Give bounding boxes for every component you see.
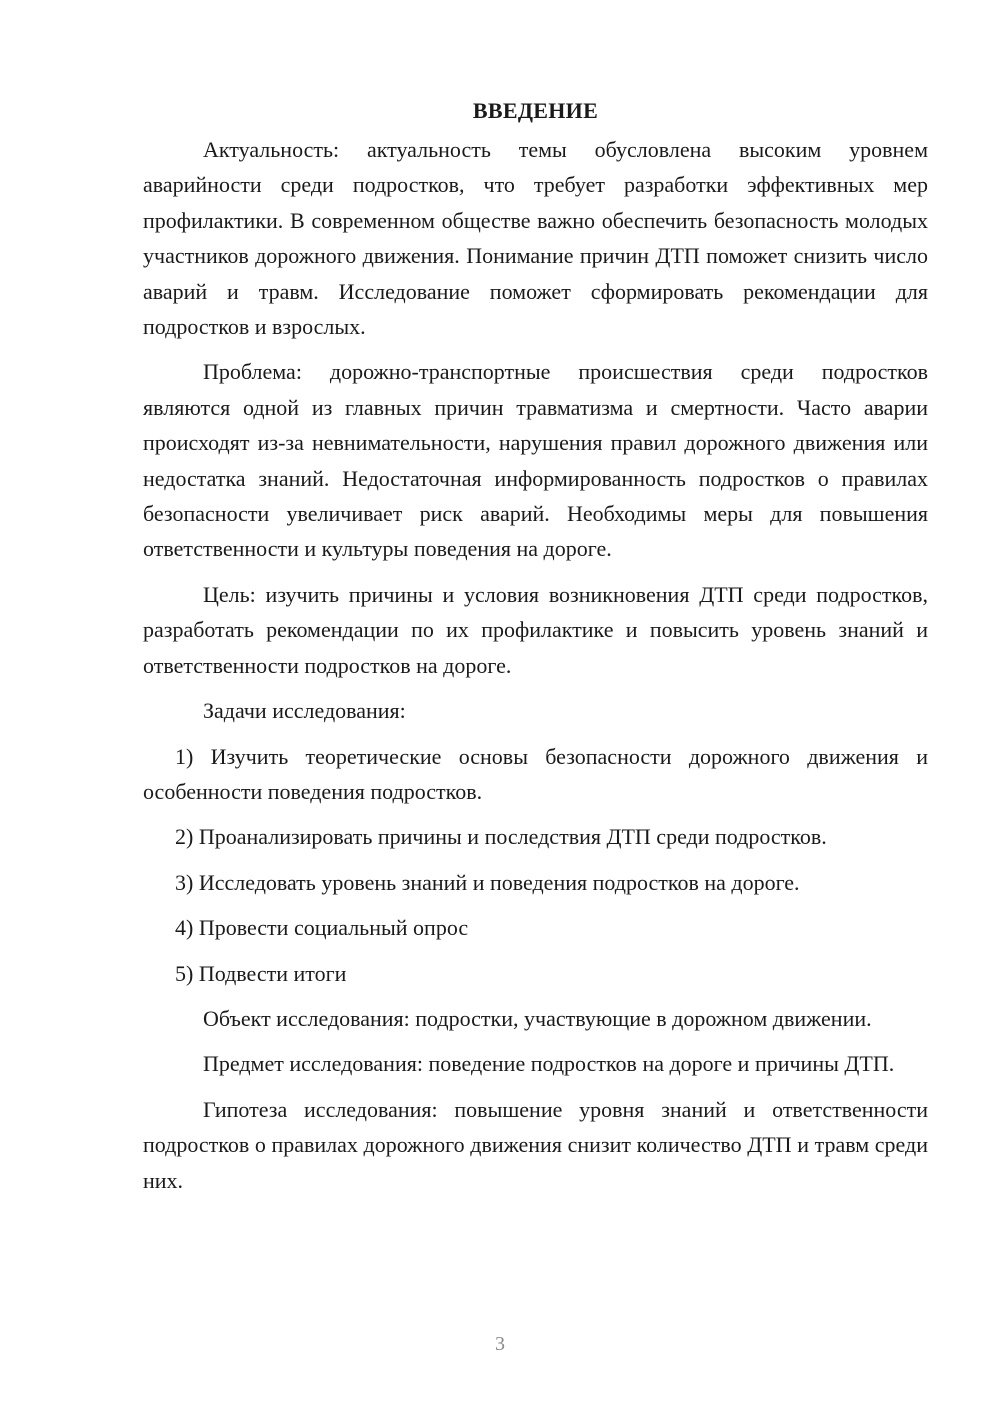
section-title: ВВЕДЕНИЕ bbox=[472, 98, 599, 123]
list-item: 1) Изучить теоретические основы безопасности дорожного движения и особенности поведения подростков. bbox=[143, 743, 928, 804]
tasks-heading: Задачи исследования: bbox=[203, 698, 406, 724]
paragraph-goal: Цель: изучить причины и условия возникновения ДТП среди подростков, разработать рекомендации по их профилактике и повысить уровень знаний и ответственности подростков на дороге. bbox=[143, 581, 928, 678]
paragraph-subject: Предмет исследования: поведение подростков на дороге и причины ДТП. bbox=[203, 1051, 895, 1077]
list-item: 3) Исследовать уровень знаний и поведения подростков на дороге. bbox=[175, 869, 800, 895]
list-item: 4) Провести социальный опрос bbox=[175, 915, 469, 941]
list-item: 5) Подвести итоги bbox=[175, 960, 347, 986]
paragraph-hypothesis: Гипотеза исследования: повышение уровня знаний и ответственности подростков о правилах дорожного движения снизит количество ДТП и травм среди них. bbox=[143, 1096, 928, 1193]
document-page bbox=[143, 96, 928, 1208]
paragraph-relevance: Актуальность: актуальность темы обусловлена высоким уровнем аварийности среди подростков, что требует разработки эффективных мер профилактики. В современном обществе важно обеспечить безопасность молодых участников дорожного движения. Понимание причин ДТП поможет снизить число аварий и травм. Исследование поможет сформировать рекомендации для подростков и взрослых. bbox=[143, 137, 928, 340]
paragraph-object: Объект исследования: подростки, участвующие в дорожном движении. bbox=[203, 1005, 872, 1031]
page-number: 3 bbox=[495, 1333, 505, 1355]
list-item: 2) Проанализировать причины и последствия ДТП среди подростков. bbox=[175, 824, 827, 850]
paragraph-problem: Проблема: дорожно-транспортные происшествия среди подростков являются одной из главных причин травматизма и смертности. Часто аварии происходят из-за невнимательности, нарушения правил дорожного движения или недостатка знаний. Недостаточная информированность подростков о правилах безопасности увеличивает риск аварий. Необходимы меры для повышения ответственности и культуры поведения на дороге. bbox=[143, 359, 928, 562]
tasks-list bbox=[143, 739, 928, 991]
